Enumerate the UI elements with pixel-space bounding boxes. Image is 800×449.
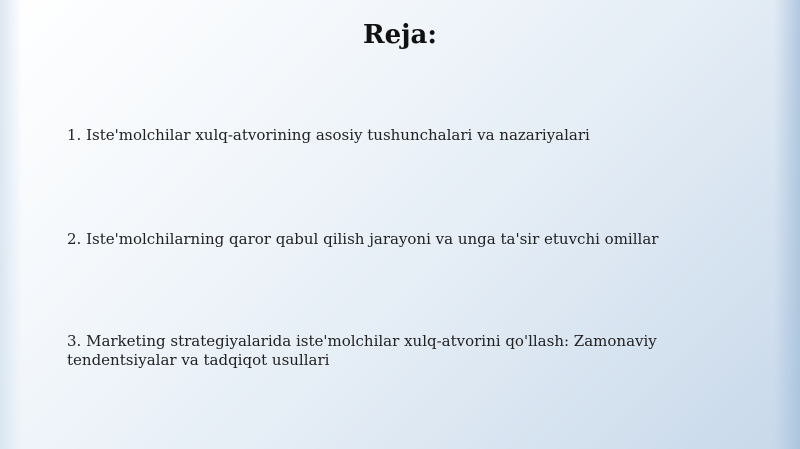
slide-right-edge — [774, 0, 800, 449]
plan-item-2: 2. Iste'molchilarning qaror qabul qilish jarayoni va unga ta'sir etuvchi omillar — [67, 230, 659, 248]
slide-title: Reja: — [362, 20, 437, 50]
plan-item-1: 1. Iste'molchilar xulq-atvorining asosiy tushunchalari va nazariyalari — [67, 126, 590, 144]
plan-item-3: 3. Marketing strategiyalarida iste'molchilar xulq-atvorini qo'llash: Zamonaviy tendentsiyalar va tadqiqot usullari — [67, 332, 657, 369]
slide-left-edge — [0, 0, 22, 449]
